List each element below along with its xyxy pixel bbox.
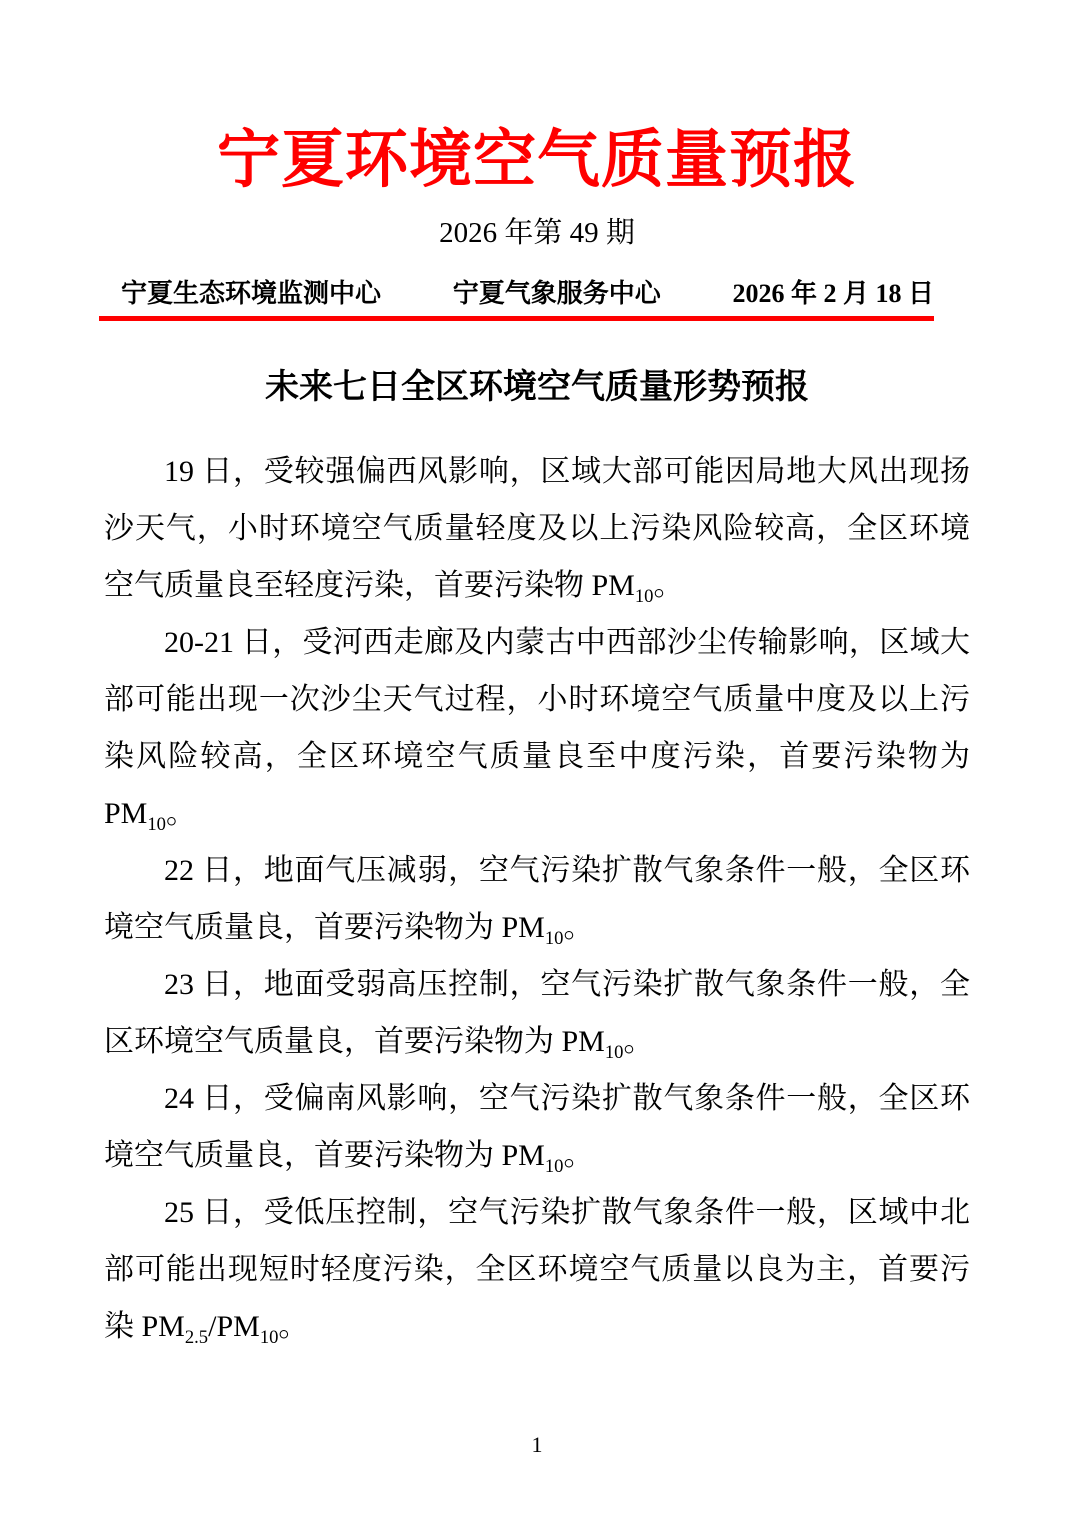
masthead-agency-weather-service: 宁夏气象服务中心 — [452, 279, 661, 308]
issue-number: 2026 年第 49 期 — [439, 217, 635, 249]
forecast-paragraph: 25 日，受低压控制，空气污染扩散气象条件一般，区域中北部可能出现短时轻度污染，全区环境空气质量以良为主，首要污染 $PM_{2.5}/PM_{10}$。 — [104, 1196, 970, 1348]
masthead — [99, 280, 934, 321]
masthead-issue-date: 2026 年 2 月 18 日 — [732, 279, 934, 308]
body-paragraphs — [104, 443, 970, 1355]
forecast-paragraph: 23 日，地面受弱高压控制，空气污染扩散气象条件一般，全区环境空气质量良，首要污染物为 $PM_{10}$。 — [104, 968, 970, 1063]
forecast-paragraph: 24 日，受偏南风影响，空气污染扩散气象条件一般，全区环境空气质量良，首要污染物为 $PM_{10}$。 — [104, 1082, 970, 1177]
page-number: 1 — [531, 1432, 543, 1457]
section-title: 未来七日全区环境空气质量形势预报 — [265, 368, 809, 406]
masthead-agency-monitoring-center: 宁夏生态环境监测中心 — [121, 279, 382, 308]
forecast-paragraph: 22 日，地面气压减弱，空气污染扩散气象条件一般，全区环境空气质量良，首要污染物为 $PM_{10}$。 — [104, 854, 970, 949]
forecast-paragraph: 19 日，受较强偏西风影响，区域大部可能因局地大风出现扬沙天气，小时环境空气质量轻度及以上污染风险较高，全区环境空气质量良至轻度污染，首要污染物 $PM_{10}$。 — [104, 455, 970, 607]
document-title: 宁夏环境空气质量预报 — [217, 125, 857, 195]
forecast-paragraph: 20-21 日，受河西走廊及内蒙古中西部沙尘传输影响，区域大部可能出现一次沙尘天气过程，小时环境空气质量中度及以上污染风险较高，全区环境空气质量良至中度污染，首要污染物为 $PM_{10}$。 — [104, 626, 970, 835]
